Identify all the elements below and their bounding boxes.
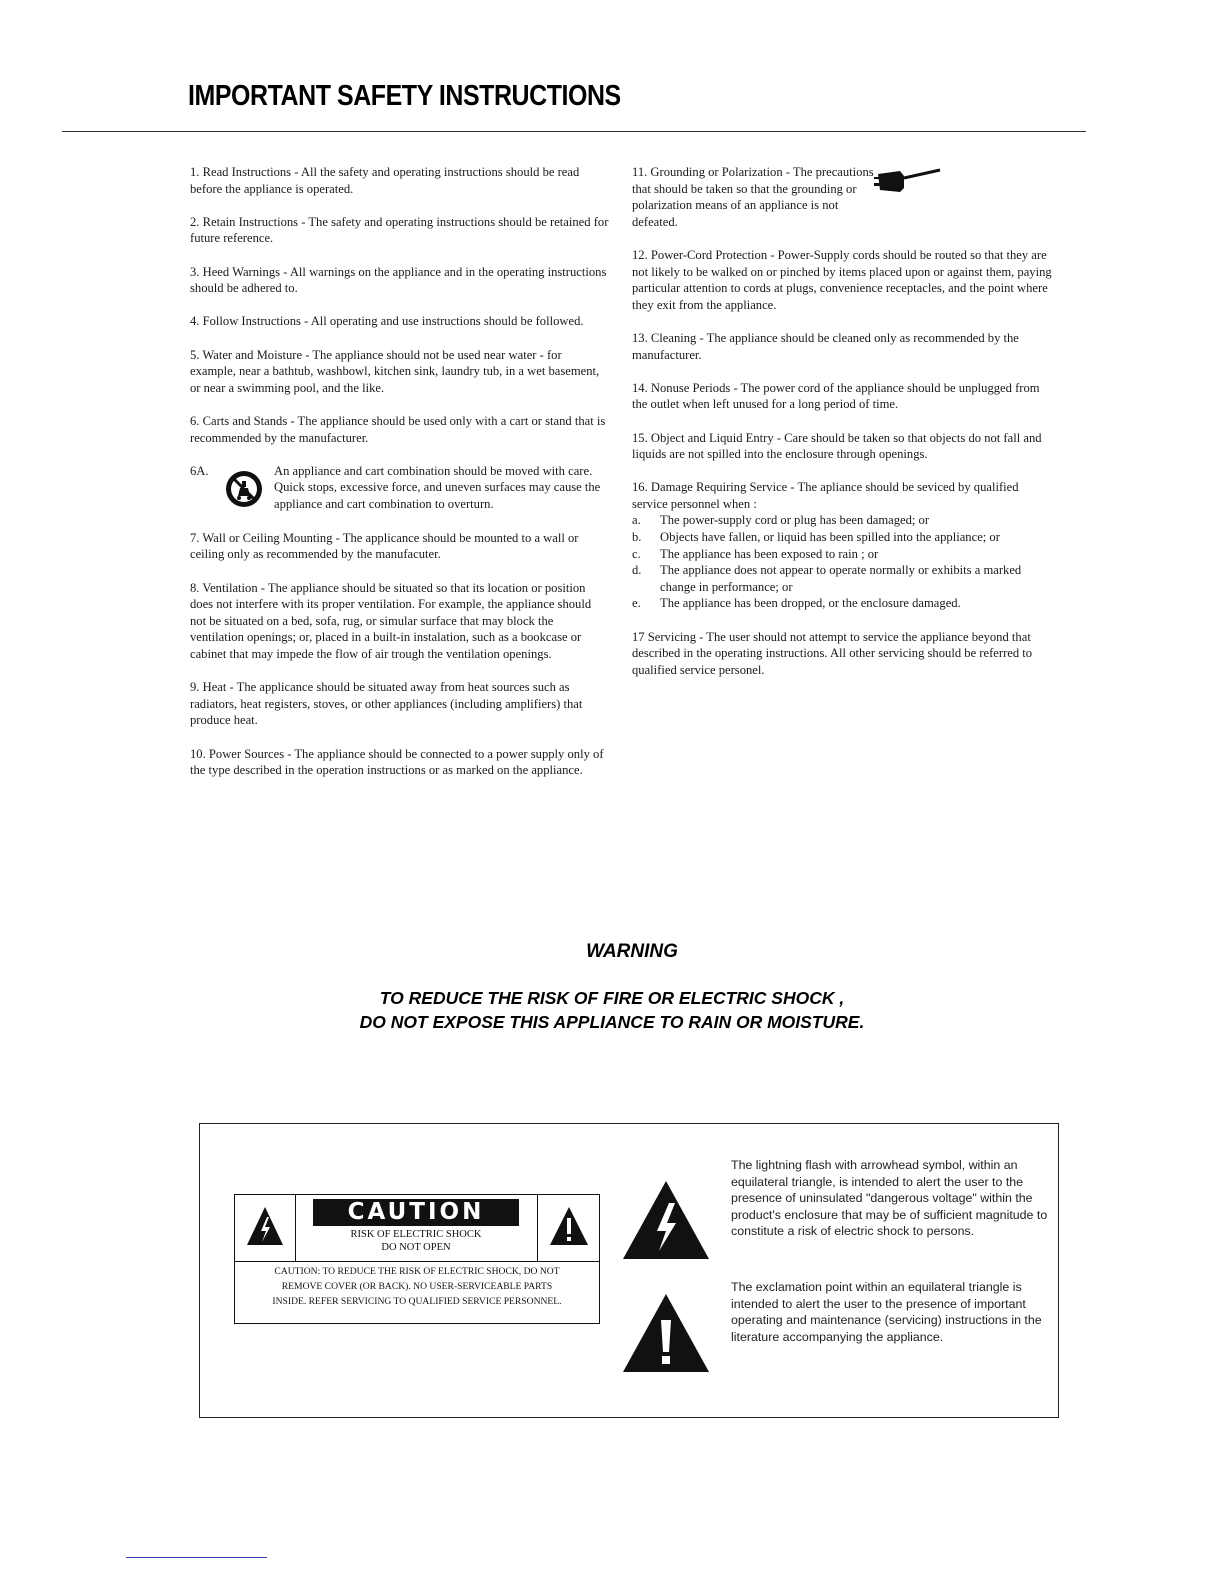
caution-body-line-2: REMOVE COVER (OR BACK). NO USER-SERVICEABLE PARTS <box>281 1281 553 1292</box>
caution-body-line-3: INSIDE. REFER SERVICING TO QUALIFIED SERVICE PERSONNEL. <box>272 1296 562 1307</box>
instruction-17: 17 Servicing - The user should not attempt to service the appliance beyond that described in the operating instructions. All other servicing should be referred to qualified service personel. <box>632 629 1033 677</box>
lightning-warning-icon <box>621 1179 711 1261</box>
left-column <box>190 164 610 795</box>
instruction-6: 6. Carts and Stands - The appliance should be used only with a cart or stand that is recommended by the manufacturer. <box>190 413 606 445</box>
instruction-14: 14. Nonuse Periods - The power cord of the appliance should be unplugged from the outlet when left unused for a long period of time. <box>632 380 1040 412</box>
instruction-5: 5. Water and Moisture - The appliance should not be used near water - for example, near a bathtub, washbowl, kitchen sink, laundry tub, in a wet basement, or near a swimming pool, and the like. <box>190 347 600 395</box>
instruction-13: 13. Cleaning - The appliance should be cleaned only as recommended by the manufacturer. <box>632 330 1019 362</box>
no-cart-tipover-icon <box>224 463 274 514</box>
instruction-16-c <box>632 546 1054 563</box>
caution-label-left-cell <box>235 1195 296 1261</box>
instruction-6a <box>190 463 610 514</box>
sub-text: The appliance does not appear to operate normally or exhibits a marked change in performance; or <box>660 563 1022 594</box>
instruction-7: 7. Wall or Ceiling Mounting - The applicance should be mounted to a wall or ceiling only as recommended by the manufacuter. <box>190 530 579 562</box>
instruction-16 <box>632 479 1054 612</box>
sub-label: d. <box>632 563 642 578</box>
polarized-plug-icon <box>874 168 944 199</box>
instruction-16-e <box>632 595 1054 612</box>
instruction-16-a <box>632 512 1054 529</box>
lightning-triangle-icon <box>235 1195 295 1261</box>
instruction-6a-text: An appliance and cart combination should be moved with care. Quick stops, excessive force, and uneven surfaces may cause the appliance and cart combination to overturn. <box>274 463 601 511</box>
instruction-1: 1. Read Instructions - All the safety and operating instructions should be read before the appliance is operated. <box>190 165 580 196</box>
instruction-3: 3. Heed Warnings - All warnings on the appliance and in the operating instructions should be adhered to. <box>190 264 607 296</box>
page-title: IMPORTANT SAFETY INSTRUCTIONS <box>188 80 621 112</box>
instruction-16-d <box>632 562 1054 595</box>
bottom-margin-line <box>126 1557 267 1558</box>
instruction-16-b <box>632 529 1054 546</box>
instruction-2: 2. Retain Instructions - The safety and operating instructions should be retained for future reference. <box>190 214 609 246</box>
instruction-9: 9. Heat - The applicance should be situated away from heat sources such as radiators, heat registers, stoves, or other appliances (including amplifiers) that produce heat. <box>190 680 583 728</box>
exclamation-symbol-description: The exclamation point within an equilateral triangle is intended to alert the user to the presence of important operating and maintenance (servicing) instructions in the literature accompanying the appliance. <box>731 1280 1042 1344</box>
sub-text: The power-supply cord or plug has been damaged; or <box>660 513 930 528</box>
instruction-11-text: 11. Grounding or Polarization - The precautions that should be taken so that the grounding or polarization means of an appliance is not defeated. <box>632 165 874 229</box>
sub-text: The appliance has been exposed to rain ; or <box>660 546 879 561</box>
caution-body-line-1: CAUTION: TO REDUCE THE RISK OF ELECTRIC SHOCK, DO NOT <box>274 1266 560 1277</box>
caution-risk-line-2: DO NOT OPEN <box>381 1242 451 1253</box>
caution-panel <box>199 1123 1059 1418</box>
instruction-4: 4. Follow Instructions - All operating and use instructions should be followed. <box>190 314 584 329</box>
title-rule <box>62 131 1086 132</box>
instruction-10: 10. Power Sources - The appliance should be connected to a power supply only of the type described in the operation instructions or as marked on the appliance. <box>190 746 604 778</box>
right-column <box>632 164 1054 695</box>
warning-title: WARNING <box>586 941 678 962</box>
instruction-8: 8. Ventilation - The appliance should be situated so that its location or position does not interfere with its proper ventilation. For example, the appliance should not be situated on a bed, sofa, rug, or simular surface that may block the ventilation openings; or, placed in a built-in instalation, such as a bookcase or cabinet that may impede the flow of air trough the ventilation openings. <box>190 580 592 662</box>
sub-label: a. <box>632 513 641 528</box>
instruction-16-intro: 16. Damage Requiring Service - The apliance should be seviced by qualified service personnel when : <box>632 480 1019 511</box>
instruction-6a-label: 6A. <box>190 463 209 478</box>
warning-line-2: DO NOT EXPOSE THIS APPLIANCE TO RAIN OR MOISTURE. <box>359 1012 865 1032</box>
caution-label <box>234 1194 600 1324</box>
sub-label: b. <box>632 530 642 545</box>
exclamation-triangle-icon <box>538 1195 600 1261</box>
instruction-15: 15. Object and Liquid Entry - Care should be taken so that objects do not fall and liquids are not spilled into the enclosure through openings. <box>632 430 1042 462</box>
instruction-12: 12. Power-Cord Protection - Power-Supply cords should be routed so that they are not likely to be walked on or pinched by items placed upon or against them, paying particular attention to cords at plugs, convenience receptacles, and the point where they exit from the appliance. <box>632 247 1052 312</box>
exclamation-warning-icon <box>621 1292 711 1374</box>
sub-label: e. <box>632 596 641 611</box>
caution-label-right-cell <box>537 1195 600 1261</box>
caution-risk-line-1: RISK OF ELECTRIC SHOCK <box>350 1229 482 1240</box>
lightning-symbol-description: The lightning flash with arrowhead symbol, within an equilateral triangle, is intended to alert the user to the presence of uninsulated "dangerous voltage" within the product's enclosure that may be of sufficient magnitude to constitute a risk of electric shock to persons. <box>731 1158 1048 1239</box>
instruction-11 <box>632 164 1054 230</box>
caution-word: CAUTION <box>313 1199 519 1226</box>
sub-text: The appliance has been dropped, or the enclosure damaged. <box>660 596 961 611</box>
sub-text: Objects have fallen, or liquid has been spilled into the appliance; or <box>660 530 1000 545</box>
sub-label: c. <box>632 546 641 561</box>
warning-line-1: TO REDUCE THE RISK OF FIRE OR ELECTRIC SHOCK , <box>379 988 845 1008</box>
